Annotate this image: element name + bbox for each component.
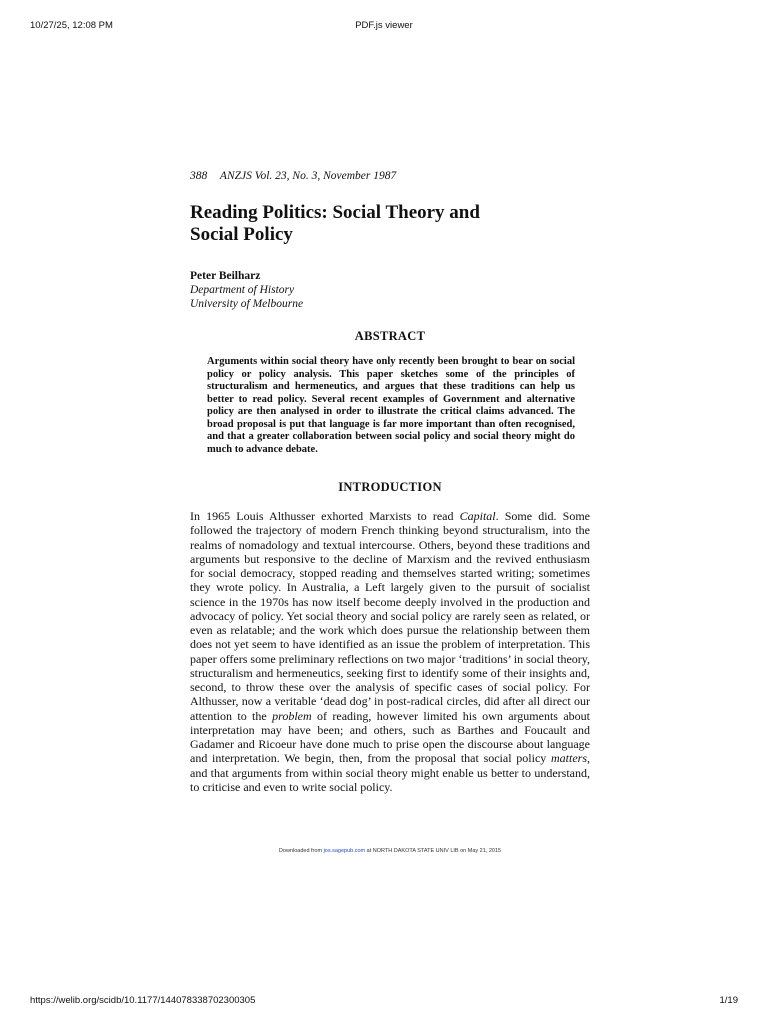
abstract-text: Arguments within social theory have only recently been brought to bear on social policy or policy analysis. This paper sketches some of the principles of structuralism and hermeneutics, and argues that these traditions can help us better to read policy. Several recent examples of Government and alternative policy are then analysed in order to illustrate the critical claims advanced. The broad proposal is put that language is far more important than often recognised, and that a greater collaboration between social policy and social theory might do much to advance debate. xyxy=(207,356,575,455)
download-note-prefix: Downloaded from xyxy=(278,848,324,854)
article-page xyxy=(190,170,590,794)
download-note-suffix: at NORTH DAKOTA STATE UNIV LIB on May 21, 2015 xyxy=(365,848,502,854)
intro-matters: matters xyxy=(551,751,587,766)
article-title: Reading Politics: Social Theory and Social Policy xyxy=(190,202,480,245)
intro-capital: Capital xyxy=(459,509,496,523)
intro-text-1: In 1965 Louis Althusser exhorted Marxists to read xyxy=(190,509,460,523)
intro-text-3: of reading, however limited his own arguments about interpretation may have been; and others, such as Barthes and Foucault and Gadamer and Ricoeur have done much to prise open the discourse about language and interpretation. We begin, then, from the proposal that social policy xyxy=(190,708,590,766)
abstract-heading: ABSTRACT xyxy=(354,329,426,343)
journal-reference: ANZJS Vol. 23, No. 3, November 1987 xyxy=(219,170,397,182)
print-url: https://welib.org/scidb/10.1177/144078338702300305 xyxy=(30,995,256,1006)
author-department: Department of History xyxy=(190,284,295,296)
running-head xyxy=(190,170,590,182)
intro-text-4: , and that arguments from within social theory might enable us better to understand, to criticise and even to write social policy. xyxy=(190,751,590,794)
author-university: University of Melbourne xyxy=(190,298,304,310)
download-note xyxy=(250,848,530,855)
introduction-heading: INTRODUCTION xyxy=(338,480,442,494)
print-page-count: 1/19 xyxy=(719,995,738,1006)
page-number: 388 xyxy=(190,170,208,182)
print-header xyxy=(0,20,768,34)
author-name: Peter Beilharz xyxy=(190,270,261,282)
download-note-link[interactable]: jos.sagepub.com xyxy=(323,848,366,854)
intro-problem: problem xyxy=(272,708,312,723)
intro-text-2: . Some did. Some followed the trajectory of modern French thinking beyond structuralism, into the realms of nomadology and textual intercourse. Others, beyond these traditions and arguments but responsive to the decline of Marxism and the revived enthusiasm for social democracy, stopped reading and themselves started writing; sometimes they wrote policy. In Australia, a Left largely given to the pursuit of socialist science in the 1970s has now itself become deeply involved in the production and advocacy of policy. Yet social theory and social policy are rarely seen as related, or even as relatable; and the work which does pursue the relationship between them does not yet seem to have identified as an issue the problem of interpretation. This paper offers some preliminary reflections on two major ‘traditions’ in social theory, structuralism and hermeneutics, seeking first to identify some of their insights and, second, to throw these over the analysis of specific cases of social policy. For Althusser, now a veritable ‘dead dog’ in post-radical circles, did after all direct our attention to the xyxy=(190,509,590,723)
viewer-title: PDF.js viewer xyxy=(355,20,413,31)
print-footer xyxy=(0,995,768,1009)
introduction-paragraph xyxy=(190,509,590,794)
print-datetime: 10/27/25, 12:08 PM xyxy=(30,20,113,31)
